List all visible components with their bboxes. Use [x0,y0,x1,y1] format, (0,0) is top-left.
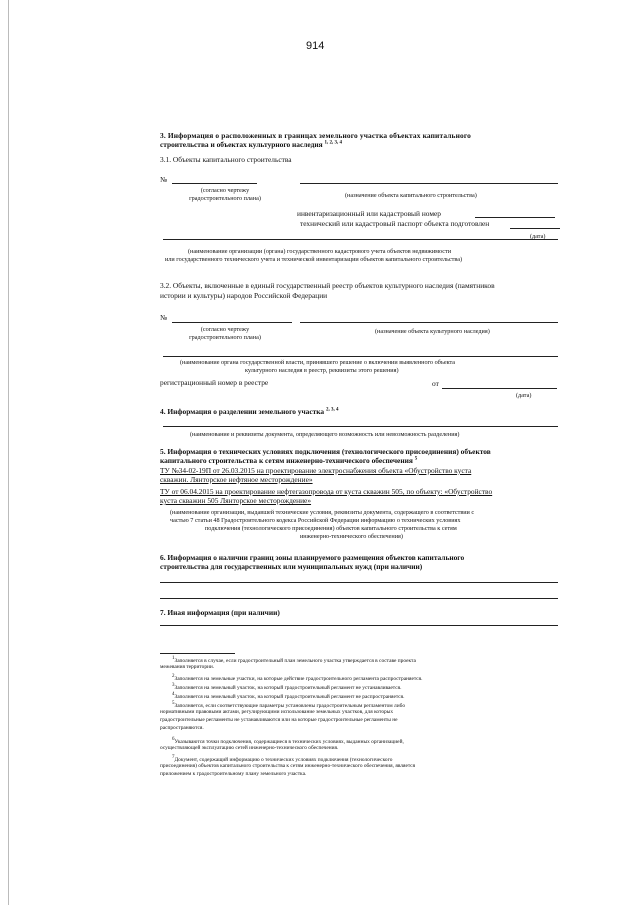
tech-conditions-line-4: куста скважин 505 Лянторское месторождение» [160,496,312,505]
caption-plan-2: градостроительного плана) [189,195,261,202]
caption-plan: (согласно чертежу [200,187,250,194]
inventory-number-label: инвентаризационный или кадастровый номер [297,209,441,218]
date-caption-2: (дата) [516,392,532,399]
footnote-5-cont-2: градостроительные регламенты не устанавливаются или на которые градостроительные регламенты не [160,717,398,723]
section-4-heading: 4. Информация о разделении земельного участка $^{2, 3, 4}$ [160,407,339,416]
footnote-7: $^7$Документ, содержащий информацию о технических условиях подключения (технологического [172,755,393,763]
section-3-2-title: 3.2. Объекты, включенные в единый государственный реестр объектов культурного наследия (памятников [160,281,495,290]
footnote-7-cont-1: присоединения) объектов капитального строительства к сетям инженерно-технического обеспечения, является [160,763,416,769]
caption-gov-2: культурного наследия в реестр, реквизиты этого решения) [245,367,399,374]
caption-plan-heritage: (согласно чертежу [200,326,250,333]
footnote-7-cont-2: приложением к градостроительному плану земельного участка. [160,771,307,777]
tech-passport-label: технический или кадастровый паспорт объекта подготовлен [300,219,490,228]
caption-plan-heritage-2: градостроительного плана) [189,334,261,341]
section-6-heading-2: строительства для государственных или муниципальных нужд (при наличии) [160,562,423,571]
footnote-1: $^1$Заполняется в случае, если градостроительный план земельного участка утверждается в составе проекта [172,656,416,664]
section-5-caption-4: инженерно-технического обеспечения) [300,533,403,540]
section-5-heading: 5. Информация о технических условиях подключения (технологического присоединения) объектов [160,447,491,456]
footnote-6-cont: осуществляющей эксплуатацию сетей инженерно-технического обеспечения. [160,745,339,751]
section-3-1-title: 3.1. Объекты капитального строительства [160,155,292,164]
caption-org-2: или государственного технического учета и технической инвентаризации объектов капитального строительства) [165,256,462,263]
section-3-2-title-2: истории и культуры) народов Российской Федерации [160,291,328,300]
caption-purpose: (назначение объекта капитального строительства) [345,192,477,199]
section-5-caption-2: частью 7 статьи 48 Градостроительного кодекса Российской Федерации информацию о технических условиях [170,517,461,524]
caption-gov: (наименование органа государственной власти, принявшего решение о включении выявленного объекта [180,359,456,366]
registry-number-label: регистрационный номер в реестре [160,378,269,387]
footnote-5: $^5$Заполняется, если соответствующие параметры установлены градостроительным регламентом либо [172,701,406,709]
scan-edge [8,0,9,905]
footnote-3: $^3$Заполняется на земельный участок, на который градостроительный регламент не устанавливается. [172,683,402,691]
page-number: 914 [306,40,325,52]
section-3-heading: 3. Информация о расположенных в границах земельного участка объектах капитального [160,131,471,140]
section-5-heading-2: капитального строительства к сетям инженерно-технического обеспечения $^5$ [160,456,418,465]
section-3-heading-line2: строительства и объектах культурного наследия $^{1, 2, 3, 4}$ [160,140,342,149]
section-5-caption-1: (наименование организации, выдавшей технические условия, реквизиты документа, содержащего в соответствии с [170,509,475,516]
footnote-2: $^2$Заполняется на земельные участки, на которые действие градостроительного регламента распространяется. [172,674,423,682]
footnote-4: $^4$Заполняется на земельный участок, на который градостроительный регламент не распространяется. [172,692,405,700]
section-7-heading: 7. Иная информация (при наличии) [160,608,280,617]
section-5-caption-3: подключения (технологического присоединения) объектов капитального строительства к сетям [205,525,457,532]
date-caption: (дата) [530,233,546,240]
footnote-6: $^6$Указываются точки подключения, содержащиеся в технических условиях, выданных организацией, [172,737,404,745]
tech-conditions-line-1: ТУ №34-02-19П от 26.03.2015 на проектирование электроснабжения объекта «Обустройство куста [160,466,472,475]
section-6-heading: 6. Информация о наличии границ зоны планируемого размещения объектов капитального [160,553,465,562]
object-number-label: № [160,175,168,184]
tech-conditions-line-3: ТУ от 06.04.2015 на проектирование нефтегазопровода от куста скважин 505, по объекту: «Обустройство [160,487,493,496]
footnote-5-cont-3: распространяются. [160,725,204,731]
section-4-caption: (наименование и реквизиты документа, определяющего возможность или невозможность разделения) [190,431,460,438]
tech-conditions-line-2: скважин. Лянторское нефтяное месторождение» [160,475,313,484]
caption-org: (наименование организации (органа) государственного кадастрового учета объектов недвижимости [188,248,452,255]
footnote-5-cont-1: нормативными правовыми актами, регулирующими использование земельных участков, для которых [160,709,394,715]
footnote-1-cont: межевания территории. [160,664,215,670]
from-label: от [432,379,439,388]
caption-heritage: (назначение объекта культурного наследия) [375,328,490,335]
heritage-number-label: № [160,313,168,322]
